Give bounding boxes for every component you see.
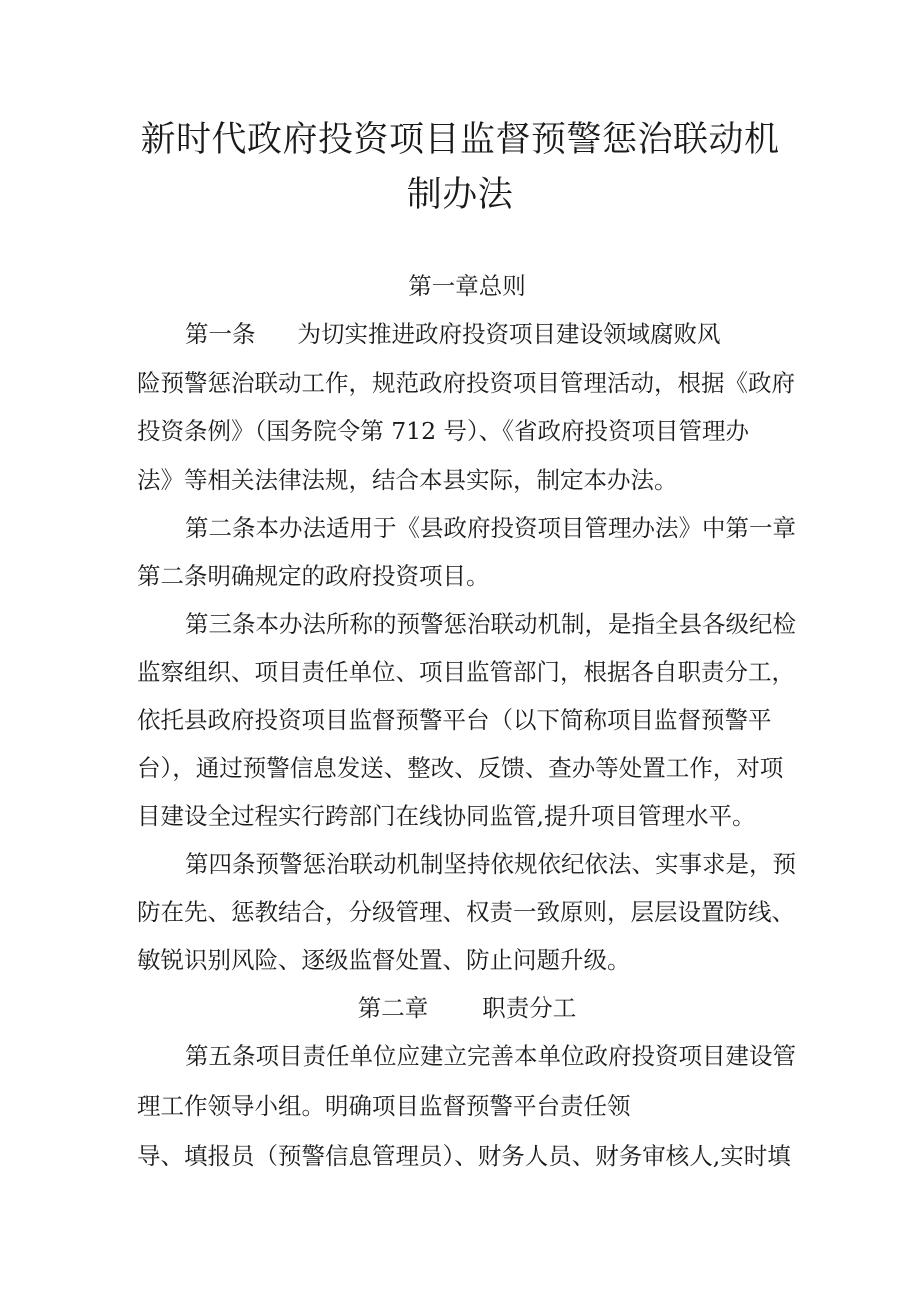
document-title-line1: 新时代政府投资项目监督预警惩治联动机 (140, 120, 780, 160)
article-3-line-3: 台），通过预警信息发送、整改、反馈、查办等处置工作，对项 (137, 754, 784, 782)
article-1-line-1: 险预警惩治联动工作，规范政府投资项目管理活动，根据《政府 (137, 369, 795, 397)
article-3-line-1: 监察组织、项目责任单位、项目监管部门，根据各自职责分工， (137, 658, 795, 686)
article-1-first-line (185, 319, 845, 349)
article-1-line-0: 为切实推进政府投资项目建设领域腐败风 (297, 320, 721, 348)
article-4-line-2: 敏锐识别风险、逐级监督处置、防止问题升级。 (137, 946, 631, 974)
article-1-line-2: 投资条例》（国务院令第 712 号）、《省政府投资项目管理办 (137, 417, 750, 445)
article-3-line-4: 目建设全过程实行跨部门在线协同监管,提升项目管理水平。 (137, 802, 756, 830)
document-title-line2: 制办法 (406, 175, 514, 215)
chapter-2-number: 第二章 (357, 994, 429, 1022)
article-3-line-2: 依托县政府投资项目监督预警平台（以下简称项目监督预警平 (137, 706, 772, 734)
article-4-line-1: 防在先、惩教结合，分级管理、权责一致原则，层层设置防线、 (137, 898, 795, 926)
chapter-2-name: 职责分工 (482, 994, 577, 1022)
article-1-line-3: 法》等相关法律法规，结合本县实际，制定本办法。 (137, 466, 678, 494)
chapter-heading-2 (137, 993, 797, 1023)
article-5-line-2: 导、填报员（预警信息管理员）、财务人员、财务审核人,实时填 (137, 1142, 791, 1170)
chapter-heading-1: 第一章总则 (408, 272, 526, 300)
article-2-line-1: 第二条明确规定的政府投资项目。 (137, 562, 490, 590)
article-1-label: 第一条 (185, 320, 256, 348)
article-5-line-0: 第五条项目责任单位应建立完善本单位政府投资项目建设管 (185, 1042, 796, 1070)
article-5-line-1: 理工作领导小组。明确项目监督预警平台责任领 (137, 1092, 631, 1120)
article-4-line-0: 第四条预警惩治联动机制坚持依规依纪依法、实事求是，预 (185, 850, 796, 878)
article-3-line-0: 第三条本办法所称的预警惩治联动机制，是指全县各级纪检 (185, 610, 796, 638)
article-2-line-0: 第二条本办法适用于《县政府投资项目管理办法》中第一章 (185, 514, 796, 542)
